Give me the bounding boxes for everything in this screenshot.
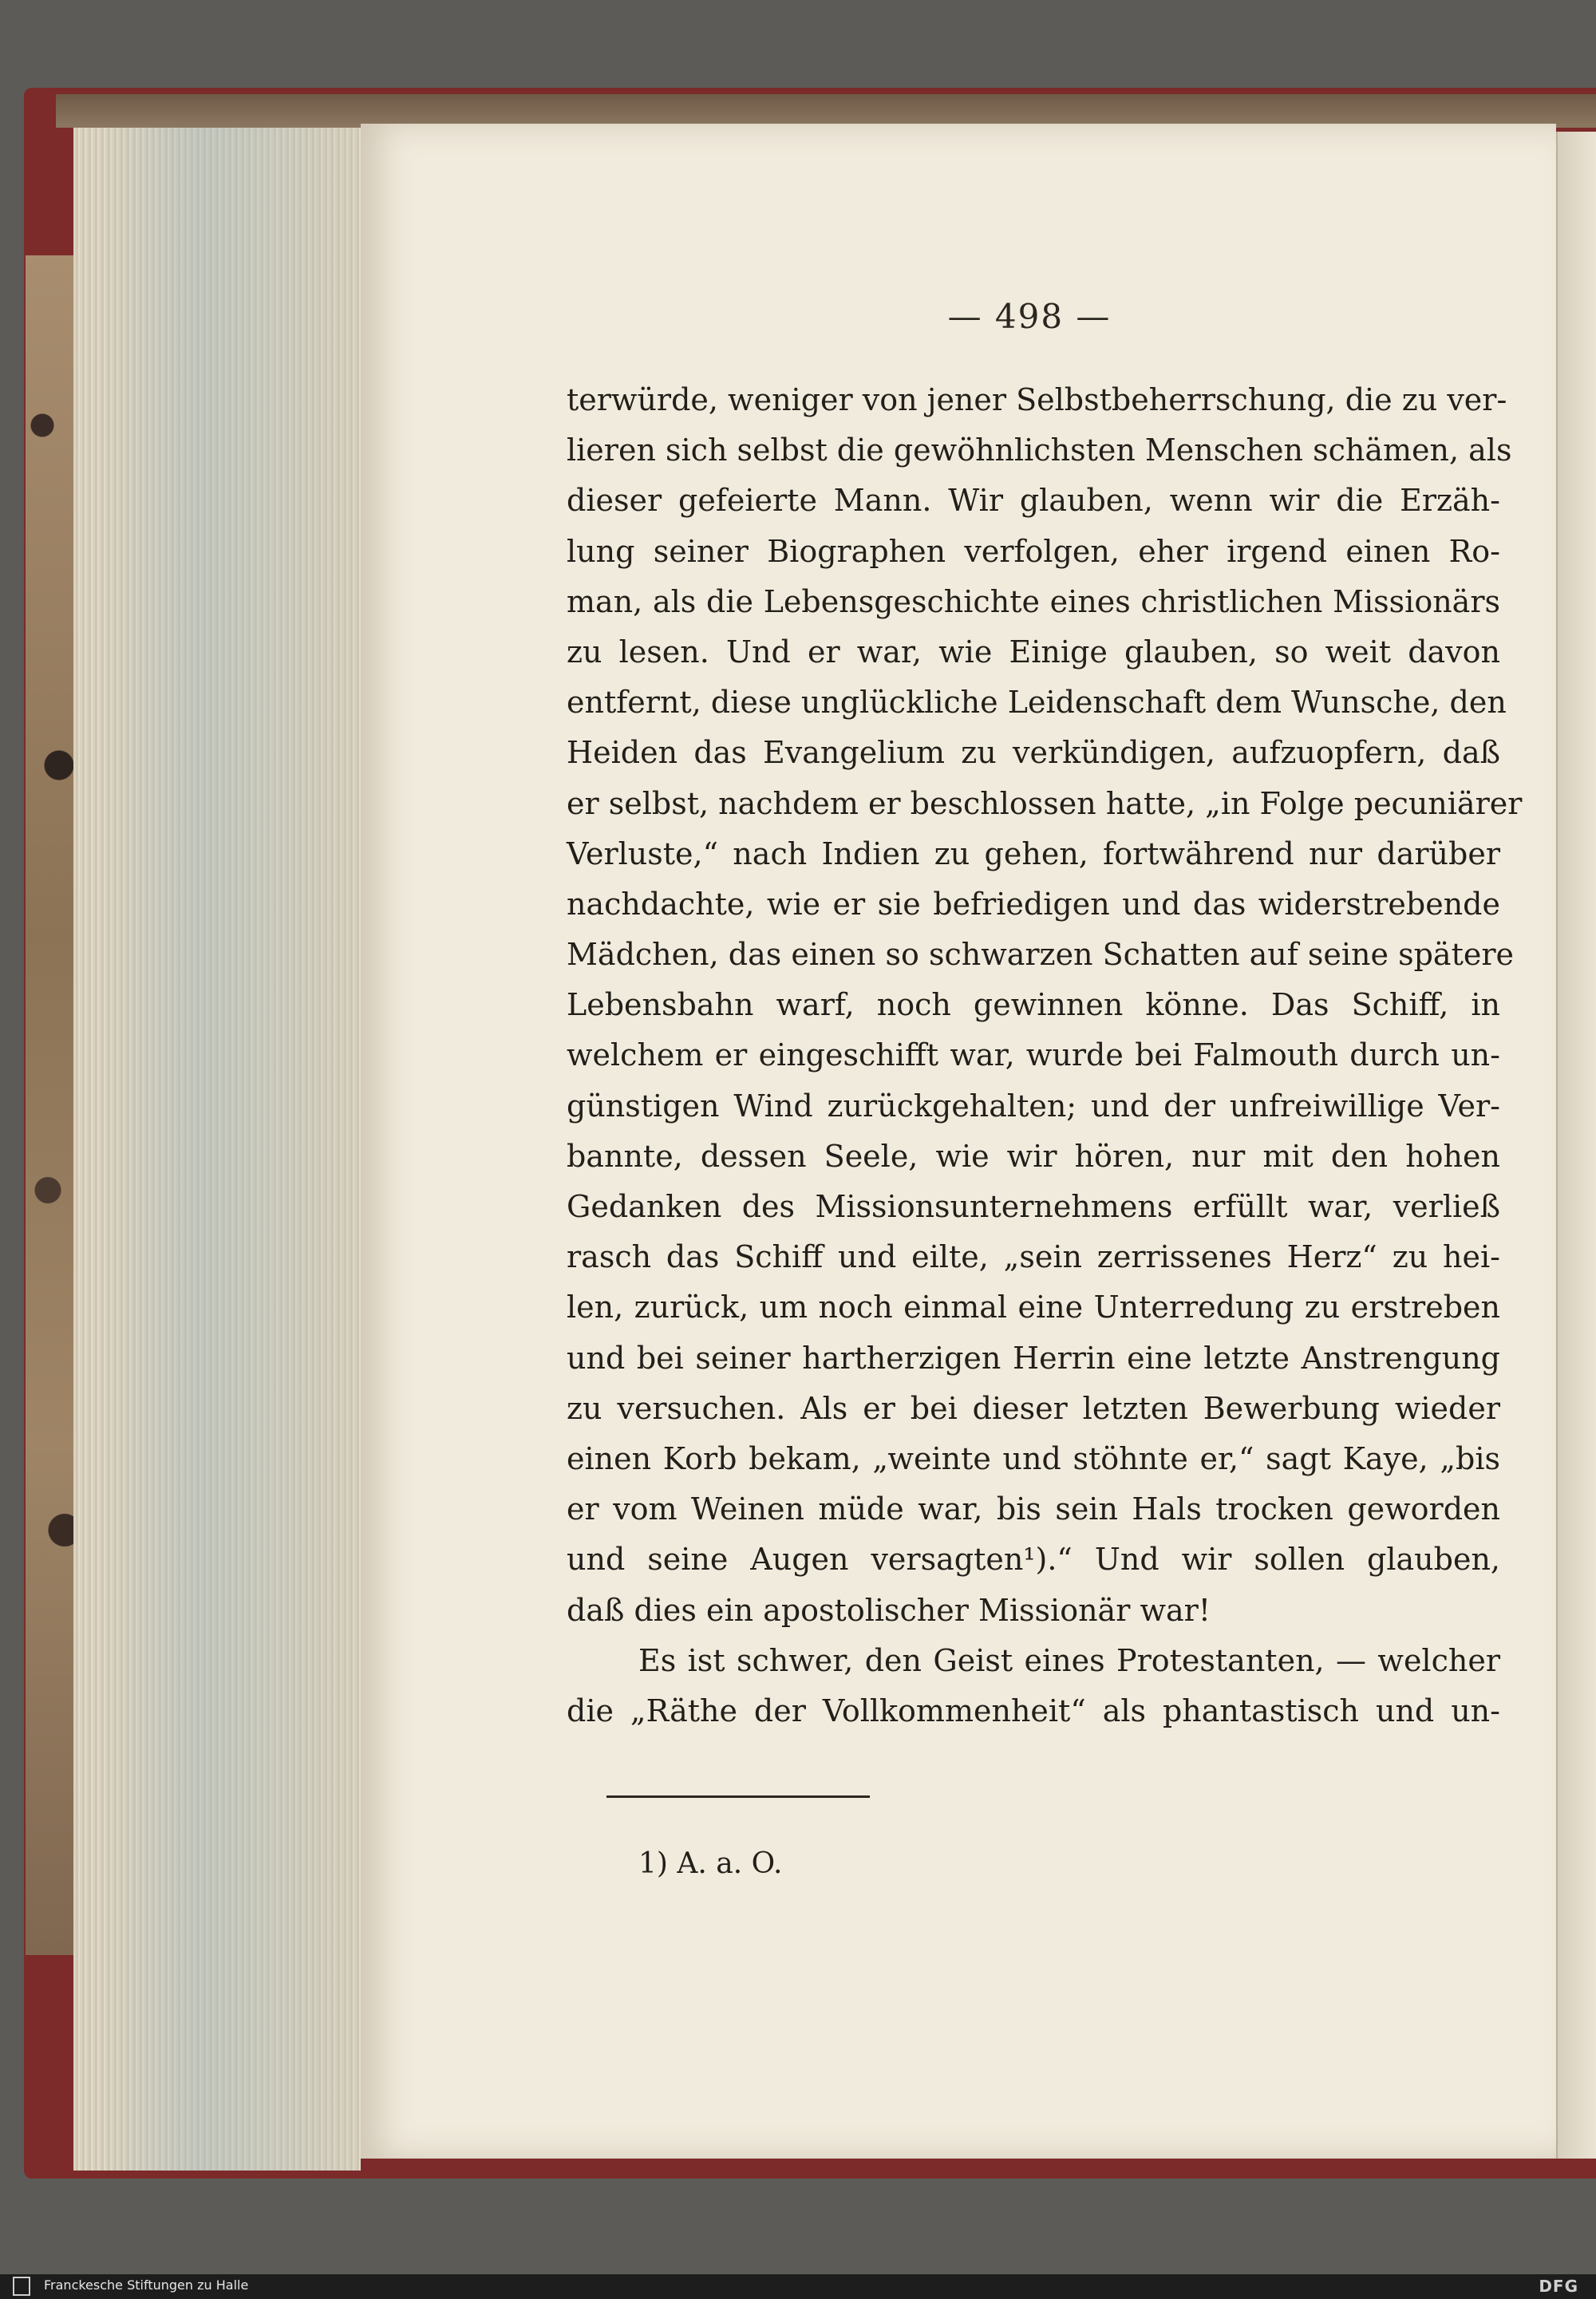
page-number: — 498 —: [947, 297, 1112, 336]
text-line: günstigen Wind zurückgehalten; und der unfreiwillige Ver-: [567, 1088, 1500, 1124]
text-line: dieser gefeierte Mann. Wir glauben, wenn wir die Erzäh-: [567, 483, 1500, 519]
text-line: terwürde, weniger von jener Selbstbeherrschung, die zu ver-: [567, 382, 1507, 417]
text-line: zu versuchen. Als er bei dieser letzten Bewerbung wieder: [567, 1390, 1500, 1426]
text-line: welchem er eingeschifft war, wurde bei Falmouth durch un-: [567, 1037, 1500, 1073]
text-line: er vom Weinen müde war, bis sein Hals trocken geworden: [567, 1491, 1500, 1527]
text-line: er selbst, nachdem er beschlossen hatte, „in Folge pecuniärer: [567, 785, 1523, 821]
text-line: daß dies ein apostolischer Missionär war!: [567, 1592, 1211, 1628]
page-stack-shade: [96, 128, 359, 2171]
text-line: Es ist schwer, den Geist eines Protestanten, — welcher: [638, 1642, 1500, 1678]
text-line: len, zurück, um noch einmal eine Unterredung zu erstreben: [567, 1290, 1500, 1325]
institution-logo-icon: [13, 2277, 30, 2296]
text-line: entfernt, diese unglückliche Leidenschaft dem Wunsche, den: [567, 685, 1507, 721]
text-line: lung seiner Biographen verfolgen, eher irgend einen Ro-: [567, 533, 1500, 569]
text-line: Heiden das Evangelium zu verkündigen, aufzuopfern, daß: [567, 735, 1500, 771]
text-line: Mädchen, das einen so schwarzen Schatten auf seine spätere: [567, 937, 1514, 973]
institution-name: Franckesche Stiftungen zu Halle: [44, 2277, 249, 2293]
text-line: rasch das Schiff und eilte, „sein zerrissenes Herz“ zu hei-: [567, 1239, 1500, 1275]
footnote-rule: [606, 1795, 870, 1798]
book-top-edge: [56, 94, 1596, 128]
footnote: 1) A. a. O.: [638, 1847, 783, 1880]
text-line: einen Korb bekam, „weinte und stöhnte er,“ sagt Kaye, „bis: [567, 1440, 1500, 1476]
funder-label: DFG: [1539, 2277, 1578, 2296]
text-line: bannte, dessen Seele, wie wir hören, nur mit den hohen: [567, 1138, 1500, 1174]
text-line: Verluste,“ nach Indien zu gehen, fortwährend nur darüber: [567, 835, 1500, 871]
text-line: die „Räthe der Vollkommenheit“ als phantastisch und un-: [567, 1693, 1500, 1728]
text-line: nachdachte, wie er sie befriedigen und das widerstrebende: [567, 886, 1500, 922]
footer-bar: [0, 2274, 1596, 2299]
text-line: Gedanken des Missionsunternehmens erfüllt war, verließ: [567, 1189, 1500, 1224]
text-line: lieren sich selbst die gewöhnlichsten Menschen schämen, als: [567, 433, 1512, 468]
body-text: [567, 375, 1523, 1736]
text-line: man, als die Lebensgeschichte eines christlichen Missionärs: [567, 583, 1500, 619]
text-line: Lebensbahn warf, noch gewinnen könne. Das Schiff, in: [567, 987, 1500, 1023]
text-line: und seine Augen versagten¹).“ Und wir sollen glauben,: [567, 1542, 1500, 1578]
text-line: und bei seiner hartherzigen Herrin eine letzte Anstrengung: [567, 1340, 1500, 1376]
facing-page-edge: [1556, 132, 1596, 2159]
text-line: zu lesen. Und er war, wie Einige glauben, so weit davon: [567, 634, 1500, 670]
